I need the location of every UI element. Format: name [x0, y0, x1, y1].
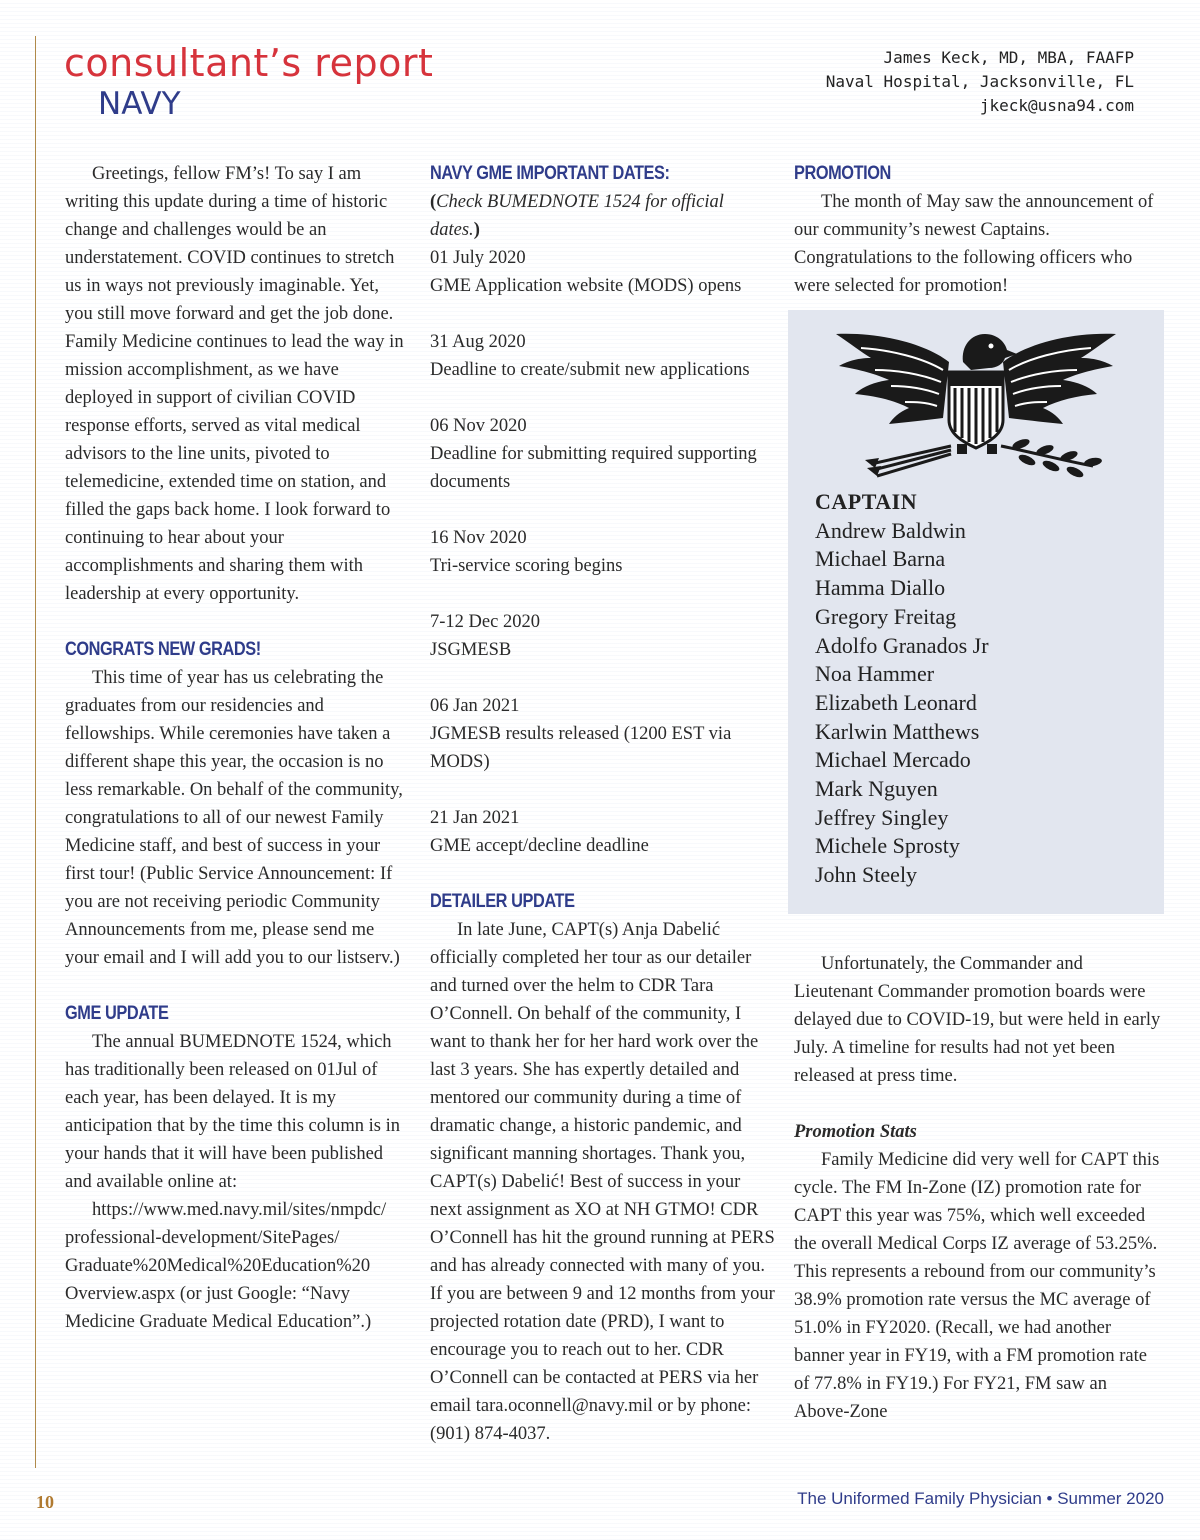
gme-date: 21 Jan 2021: [430, 808, 520, 828]
gme-update-paragraph: [65, 1028, 410, 1336]
gme-date-description: Deadline for submitting required supporting documents: [430, 444, 757, 492]
gme-date: 06 Jan 2021: [430, 696, 520, 716]
page-subtitle: NAVY: [98, 86, 181, 122]
column-right: [794, 160, 1164, 1426]
gme-date: 7-12 Dec 2020: [430, 612, 540, 632]
promotion-heading: PROMOTION: [794, 163, 891, 184]
promotion-stats-heading: Promotion Stats: [794, 1121, 917, 1142]
captain-name: Michael Mercado: [815, 747, 971, 773]
author-block: [826, 46, 1134, 118]
author-name: James Keck, MD, MBA, FAAFP: [883, 48, 1134, 67]
detailer-heading: DETAILER UPDATE: [430, 891, 575, 912]
captain-list: [788, 488, 1164, 890]
gme-url-line-3[interactable]: Graduate%20Medical%20Education%20: [65, 1256, 371, 1276]
promotion-stats-paragraph: Family Medicine did very well for CAPT this cycle. The FM In-Zone (IZ) promotion rate for CAPT this year was 75%, which well exceeded the overall Medical Corps IZ average of 53.25%. This represents a rebound from our community’s 38.9% promotion rate versus the MC average of 51.0% in FY2020. (Recall, we had another banner year in FY19, with a FM promotion rate of 77.8% in FY19.) For FY21, FM saw an Above-Zone: [794, 1149, 1160, 1422]
page-margin-rule: [35, 36, 36, 1468]
promotion-boards-paragraph: Unfortunately, the Commander and Lieutenant Commander promotion boards were delayed due to COVID-19, but were held in early July. A timeline for results had not yet been released at press time.: [794, 953, 1161, 1086]
report-header: [64, 40, 433, 122]
gme-date-description: Deadline to create/submit new applications: [430, 360, 750, 380]
column-middle: [430, 160, 775, 1448]
publication-footer: The Uniformed Family Physician • Summer 2020: [797, 1489, 1164, 1508]
detailer-paragraph: In late June, CAPT(s) Anja Dabelić officially completed her tour as our detailer and turned over the helm to CDR Tara O’Connell. On behalf of the community, I want to thank her for her hard work over the last 3 years. She has expertly detailed and mentored our community during a time of dramatic change, a historic pandemic, and significant manning shortages. Thank you, CAPT(s) Dabelić! Best of success in your next assignment as XO at NH GTMO! CDR O’Connell has hit the ground running at PERS and has already connected with many of you. If you are between 9 and 12 months from your projected rotation date (PRD), I want to encourage you to reach out to her. CDR O’Connell can be contacted at PERS via her email tara.oconnell@navy.mil or by phone: (901) 874-4037.: [430, 920, 775, 1444]
gme-dates-heading: NAVY GME IMPORTANT DATES:: [430, 163, 670, 184]
gme-date-item: [430, 412, 775, 496]
gme-dates-note: (Check BUMEDNOTE 1524 for official dates.): [430, 192, 724, 240]
gme-date-description: GME accept/decline deadline: [430, 836, 649, 856]
gme-update-text: The annual BUMEDNOTE 1524, which has traditionally been released on 01Jul of each year, has been delayed. It is my anticipation that by the time this column is in your hands that it will have been published and available online at:: [65, 1032, 401, 1192]
gme-date: 01 July 2020: [430, 248, 526, 268]
gme-date-item: [430, 608, 775, 664]
author-affiliation: Naval Hospital, Jacksonville, FL: [825, 72, 1134, 91]
captain-name: Adolfo Granados Jr: [815, 632, 989, 658]
captain-name: Gregory Freitag: [815, 603, 957, 629]
captain-name: Andrew Baldwin: [815, 517, 966, 543]
gme-date-description: JSGMESB: [430, 640, 512, 660]
gme-date: 31 Aug 2020: [430, 332, 526, 352]
page-number: 10: [36, 1492, 54, 1512]
grads-paragraph: This time of year has us celebrating the graduates from our residencies and fellowships. While ceremonies have taken a different shape this year, the occasion is no less remarkable. On behalf of the community, congratulations to all of our newest Family Medicine staff, and best of success in your first tour! (Public Service Announcement: If you are not receiving periodic Community Announcements from me, please send me your email and I will add you to our listserv.): [65, 668, 403, 968]
captain-name: Karlwin Matthews: [815, 718, 980, 744]
page-title: consultant’s report: [64, 41, 434, 85]
captain-name: Michele Sprosty: [815, 833, 960, 859]
gme-date: 16 Nov 2020: [430, 528, 527, 548]
gme-update-closing: Overview.aspx (or just Google: “Navy Medicine Graduate Medical Education”.): [65, 1284, 372, 1332]
captain-names: [815, 517, 1164, 890]
captain-name: Elizabeth Leonard: [815, 689, 977, 715]
gme-date-description: Tri-service scoring begins: [430, 556, 623, 576]
gme-url-line-2[interactable]: professional-development/SitePages/: [65, 1228, 340, 1248]
gme-dates-list: [430, 244, 775, 860]
captain-eagle-insignia-icon: [831, 322, 1121, 480]
gme-date: 06 Nov 2020: [430, 416, 527, 436]
gme-date-item: [430, 524, 775, 580]
gme-update-heading: GME UPDATE: [65, 1003, 169, 1024]
captain-name: Mark Nguyen: [815, 776, 938, 802]
captain-name: Hamma Diallo: [815, 575, 946, 601]
column-left: [65, 160, 410, 1336]
grads-heading: CONGRATS NEW GRADS!: [65, 639, 261, 660]
captain-name: John Steely: [815, 862, 918, 888]
gme-date-description: GME Application website (MODS) opens: [430, 276, 742, 296]
gme-date-item: [430, 328, 775, 384]
gme-date-item: [430, 692, 775, 776]
intro-paragraph: Greetings, fellow FM’s! To say I am writing this update during a time of historic change and challenges would be an understatement. COVID continues to stretch us in ways not previously imaginable. Yet, you still move forward and get the job done. Family Medicine continues to lead the way in mission accomplishment, as we have deployed in support of civilian COVID response efforts, served as vital medical advisors to the line units, pivoted to telemedicine, extended time on station, and filled the gaps back home. I look forward to continuing to hear about your accomplishments and sharing them with leadership at every opportunity.: [65, 164, 404, 604]
captain-heading: CAPTAIN: [815, 489, 918, 514]
gme-date-description: JGMESB results released (1200 EST via MODS): [430, 724, 732, 772]
captain-name: Noa Hammer: [815, 661, 935, 687]
author-email[interactable]: jkeck@usna94.com: [979, 96, 1134, 115]
captain-name: Michael Barna: [815, 546, 946, 572]
captain-list-box: [788, 310, 1164, 914]
gme-dates-note-text: Check BUMEDNOTE 1524 for official dates.: [430, 192, 724, 240]
gme-url-line-1[interactable]: https://www.med.navy.mil/sites/nmpdc/: [92, 1200, 387, 1220]
gme-date-item: [430, 244, 775, 300]
promotion-intro: The month of May saw the announcement of our community’s newest Captains. Congratulations to the following officers who were selected for promotion!: [794, 192, 1154, 296]
captain-name: Jeffrey Singley: [815, 804, 949, 830]
gme-date-item: [430, 804, 775, 860]
